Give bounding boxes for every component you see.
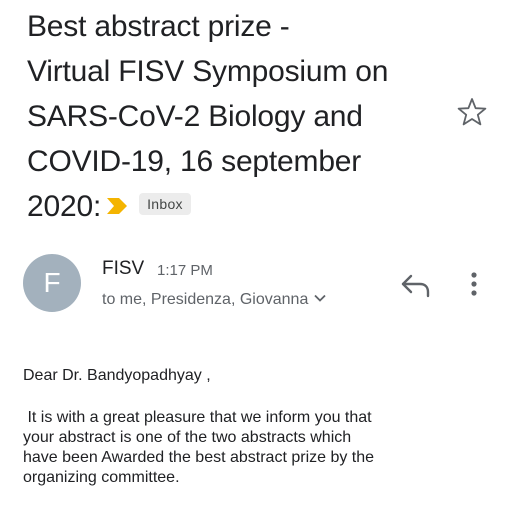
paragraph-line: have been Awarded the best abstract prize by the <box>23 449 375 466</box>
subject-line: Virtual FISV Symposium on <box>27 55 389 88</box>
sent-time: 1:17 PM <box>157 262 213 279</box>
email-subject <box>27 4 447 231</box>
paragraph-line: organizing committee. <box>23 469 180 486</box>
recipients-toggle[interactable] <box>102 290 326 310</box>
star-button[interactable] <box>456 96 488 128</box>
sender-name: FISV <box>102 258 145 279</box>
more-options-button[interactable] <box>466 270 482 300</box>
importance-marker-icon[interactable] <box>105 183 129 228</box>
star-icon <box>456 96 488 128</box>
subject-line: SARS-CoV-2 Biology and <box>27 100 363 133</box>
recipients-text: to me, Presidenza, Giovanna <box>102 291 309 309</box>
email-paragraph <box>23 408 493 488</box>
subject-line-text: 2020: <box>27 190 102 223</box>
reply-button[interactable] <box>400 272 432 298</box>
subject-line: Best abstract prize - <box>27 10 290 43</box>
inbox-label[interactable]: Inbox <box>139 193 191 215</box>
more-vert-icon <box>466 270 482 300</box>
email-body <box>23 366 493 488</box>
subject-line: COVID-19, 16 september <box>27 145 362 178</box>
sender-avatar[interactable]: F <box>23 254 81 312</box>
paragraph-line: It is with a great pleasure that we inform you that <box>23 409 372 426</box>
chevron-down-icon <box>314 288 326 308</box>
reply-icon <box>400 272 432 298</box>
paragraph-line: your abstract is one of the two abstracts which <box>23 429 352 446</box>
email-greeting: Dear Dr. Bandyopadhyay , <box>23 367 211 384</box>
subject-line-last <box>27 184 447 231</box>
